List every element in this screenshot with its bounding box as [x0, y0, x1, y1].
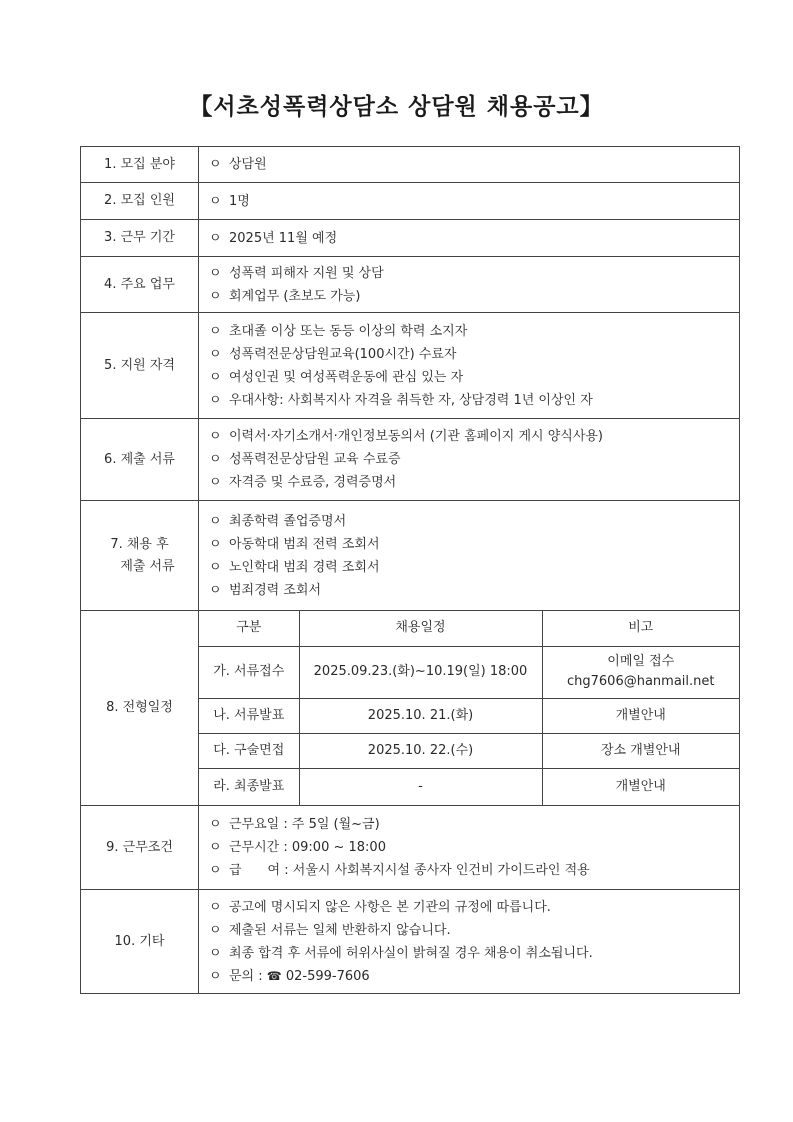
list-item: ㅇ 최종 합격 후 서류에 허위사실이 밝혀질 경우 채용이 취소됩니다. [209, 942, 731, 965]
row-content [199, 257, 740, 313]
bullet-icon: ㅇ [209, 536, 222, 552]
row-content [199, 220, 740, 257]
row-etc [81, 890, 740, 994]
row-content [199, 183, 740, 220]
list-item: ㅇ 1명 [209, 190, 731, 213]
schedule-note: 개별안내 [542, 768, 739, 805]
list-item: ㅇ 노인학대 범죄 경력 조회서 [209, 556, 731, 579]
schedule-date: - [299, 768, 542, 805]
bullet-icon: ㅇ [209, 863, 222, 878]
contact-item [209, 965, 731, 988]
schedule-stage: 다. 구술면접 [199, 733, 299, 768]
schedule-note: 장소 개별안내 [542, 733, 739, 768]
list-item: ㅇ 자격증 및 수료증, 경력증명서 [209, 471, 731, 494]
table-row [199, 768, 739, 805]
list-item: ㅇ 여성인권 및 여성폭력운동에 관심 있는 자 [209, 366, 731, 389]
row-label: 9. 근무조건 [81, 806, 199, 890]
bullet-icon: ㅇ [209, 559, 222, 575]
row-count [81, 183, 740, 220]
contact-phone: 02-599-7606 [285, 968, 370, 984]
bullet-icon: ㅇ [209, 452, 222, 467]
recruitment-table [80, 146, 740, 994]
list-item: ㅇ 성폭력전문상담원교육(100시간) 수료자 [209, 343, 731, 366]
schedule-note: 개별안내 [542, 698, 739, 733]
row-label: 10. 기타 [81, 890, 199, 994]
row-label [81, 501, 199, 611]
row-conditions [81, 806, 740, 890]
bullet-icon: ㅇ [209, 323, 222, 339]
row-label: 2. 모집 인원 [81, 183, 199, 220]
bullet-icon: ㅇ [209, 475, 222, 490]
row-schedule [81, 611, 740, 806]
table-row [199, 646, 739, 698]
list-item: ㅇ 상담원 [209, 153, 731, 176]
schedule-date: 2025.10. 22.(수) [299, 733, 542, 768]
list-item: ㅇ 성폭력전문상담원 교육 수료증 [209, 448, 731, 471]
schedule-header: 비고 [542, 611, 739, 646]
row-documents [81, 419, 740, 501]
schedule-stage: 라. 최종발표 [199, 768, 299, 805]
row-content [199, 890, 740, 994]
bullet-icon: ㅇ [209, 346, 222, 362]
schedule-cell [199, 611, 740, 806]
row-field [81, 147, 740, 183]
list-item: ㅇ 이력서·자기소개서·개인정보동의서 (기관 홈페이지 게시 양식사용) [209, 425, 731, 448]
row-qualifications [81, 313, 740, 419]
schedule-header-row [199, 611, 739, 646]
list-item: ㅇ 공고에 명시되지 않은 사항은 본 기관의 규정에 따릅니다. [209, 896, 731, 919]
email-address: chg7606@hanmail.net [567, 674, 715, 689]
bullet-icon: ㅇ [209, 945, 222, 961]
list-item: ㅇ 성폭력 피해자 지원 및 상담 [209, 262, 731, 285]
phone-icon: ☎ [266, 968, 282, 983]
bullet-icon: ㅇ [209, 265, 222, 281]
row-content [199, 806, 740, 890]
list-item: ㅇ 2025년 11월 예정 [209, 227, 731, 250]
row-content [199, 501, 740, 611]
row-post-documents [81, 501, 740, 611]
list-item: ㅇ 범죄경력 조회서 [209, 579, 731, 602]
row-label: 6. 제출 서류 [81, 419, 199, 501]
list-item: ㅇ 급 여 : 서울시 사회복지시설 종사자 인건비 가이드라인 적용 [209, 859, 731, 882]
row-label: 4. 주요 업무 [81, 257, 199, 313]
row-content [199, 147, 740, 183]
bullet-icon: ㅇ [209, 968, 222, 984]
list-item: ㅇ 회계업무 (초보도 가능) [209, 285, 731, 308]
list-item: ㅇ 우대사항: 사회복지사 자격을 취득한 자, 상담경력 1년 이상인 자 [209, 389, 731, 412]
table-row [199, 733, 739, 768]
row-content [199, 313, 740, 419]
schedule-stage: 가. 서류접수 [199, 646, 299, 698]
row-content [199, 419, 740, 501]
row-duties [81, 257, 740, 313]
bullet-icon: ㅇ [209, 513, 222, 529]
bullet-icon: ㅇ [209, 230, 222, 246]
row-label: 3. 근무 기간 [81, 220, 199, 257]
list-item: ㅇ 최종학력 졸업증명서 [209, 510, 731, 533]
list-item: ㅇ 근무요일 : 주 5일 (월~금) [209, 813, 731, 836]
bullet-icon: ㅇ [209, 582, 222, 598]
row-label: 8. 전형일정 [81, 611, 199, 806]
row-label: 5. 지원 자격 [81, 313, 199, 419]
bullet-icon: ㅇ [209, 369, 222, 385]
bullet-icon: ㅇ [209, 899, 222, 915]
bullet-icon: ㅇ [209, 817, 222, 832]
schedule-header: 구분 [199, 611, 299, 646]
row-label-line2: 제출 서류 [120, 558, 175, 574]
list-item: ㅇ 초대졸 이상 또는 동등 이상의 학력 소지자 [209, 320, 731, 343]
schedule-header: 채용일정 [299, 611, 542, 646]
schedule-table [199, 611, 739, 805]
table-row [199, 698, 739, 733]
row-period [81, 220, 740, 257]
schedule-note-line: 이메일 접수 [607, 654, 675, 669]
schedule-note [542, 646, 739, 698]
schedule-date: 2025.10. 21.(화) [299, 698, 542, 733]
schedule-stage: 나. 서류발표 [199, 698, 299, 733]
bullet-icon: ㅇ [209, 157, 222, 172]
contact-label: 문의 : [229, 968, 263, 984]
bullet-icon: ㅇ [209, 840, 222, 855]
row-label-line1: 7. 채용 후 [110, 536, 169, 552]
bullet-icon: ㅇ [209, 429, 222, 444]
row-label: 1. 모집 분야 [81, 147, 199, 183]
bullet-icon: ㅇ [209, 922, 222, 938]
bullet-icon: ㅇ [209, 288, 222, 304]
list-item: ㅇ 제출된 서류는 일체 반환하지 않습니다. [209, 919, 731, 942]
bullet-icon: ㅇ [209, 392, 222, 408]
list-item: ㅇ 아동학대 범죄 전력 조회서 [209, 533, 731, 556]
schedule-date: 2025.09.23.(화)~10.19(일) 18:00 [299, 646, 542, 698]
list-item: ㅇ 근무시간 : 09:00 ~ 18:00 [209, 836, 731, 859]
bullet-icon: ㅇ [209, 193, 222, 209]
page-title: 【서초성폭력상담소 상담원 채용공고】 [189, 94, 604, 120]
